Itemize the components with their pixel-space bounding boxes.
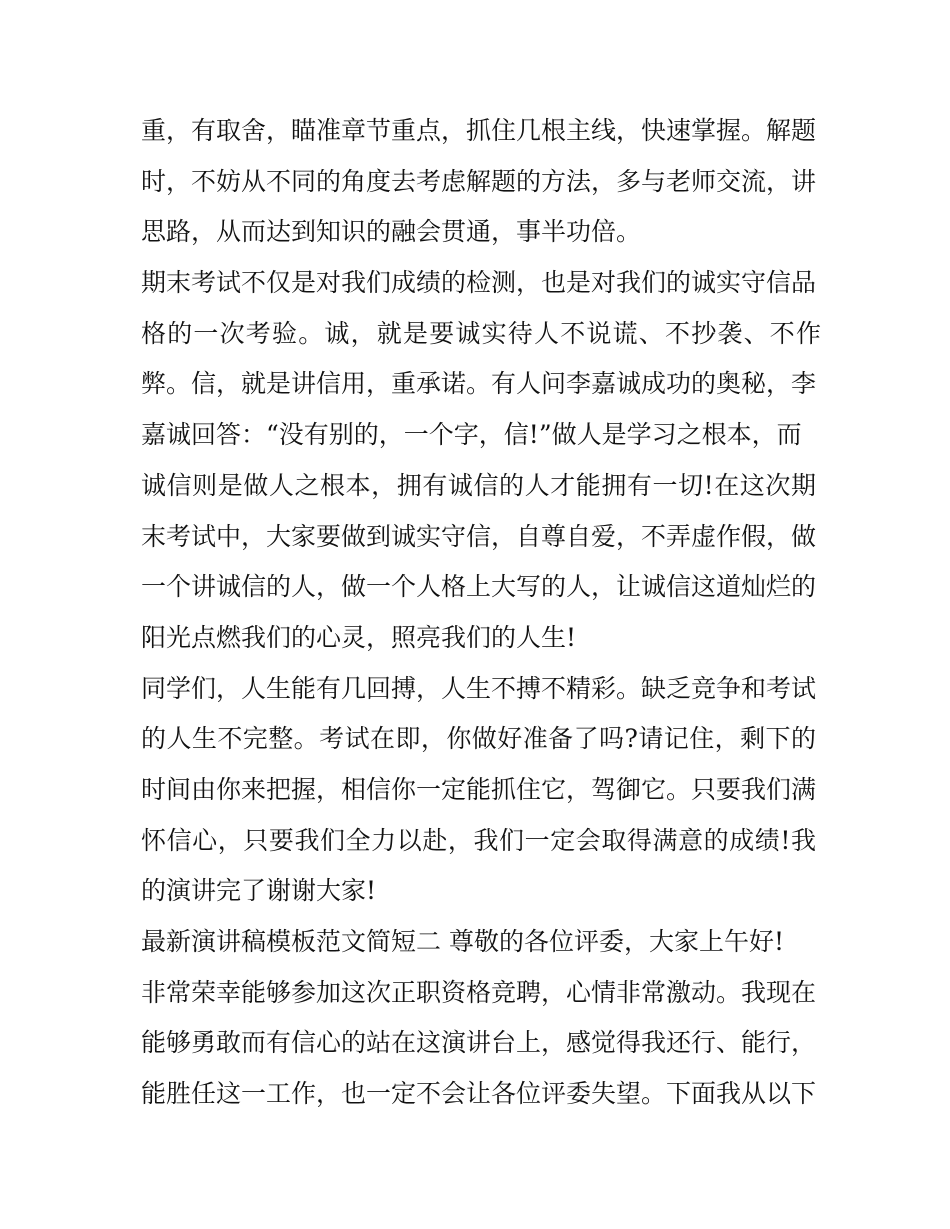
text-line: 思路，从而达到知识的融会贯通，事半功倍。 (141, 217, 642, 247)
text-line: 时间由你来把握，相信你一定能抓住它，驾御它。只要我们满 (141, 774, 817, 804)
text-line: 弊。信，就是讲信用，重承诺。有人问李嘉诚成功的奥秘，李 (141, 369, 817, 399)
text-line: 最新演讲稿模板范文简短二 尊敬的各位评委，大家上午好! (141, 927, 784, 956)
text-line: 怀信心，只要我们全力以赴，我们一定会取得满意的成绩!我 (141, 825, 816, 855)
text-line: 的人生不完整。考试在即，你做好准备了吗?请记住，剩下的 (141, 724, 816, 754)
text-line: 能胜任这一工作，也一定不会让各位评委失望。下面我从以下 (141, 1079, 817, 1109)
text-line: 诚信则是做人之根本，拥有诚信的人才能拥有一切!在这次期 (141, 470, 816, 500)
text-line: 末考试中，大家要做到诚实守信，自尊自爱，不弄虚作假，做 (141, 521, 817, 551)
body-text (141, 106, 823, 1120)
text-line: 的演讲完了谢谢大家! (141, 876, 377, 906)
text-line: 嘉诚回答：“没有别的，一个字，信!”做人是学习之根本，而 (141, 420, 802, 450)
text-line: 期末考试不仅是对我们成绩的检测，也是对我们的诚实守信品 (141, 268, 817, 298)
text-line: 非常荣幸能够参加这次正职资格竞聘，心情非常激动。我现在 (141, 977, 817, 1007)
text-line: 时，不妨从不同的角度去考虑解题的方法，多与老师交流，讲 (141, 166, 817, 196)
text-line: 重，有取舍，瞄准章节重点，抓住几根主线，快速掌握。解题 (141, 116, 817, 145)
text-line: 能够勇敢而有信心的站在这演讲台上，感觉得我还行、能行， (141, 1028, 817, 1058)
text-line: 同学们，人生能有几回搏，人生不搏不精彩。缺乏竞争和考试 (141, 673, 817, 703)
text-line: 格的一次考验。诚，就是要诚实待人不说谎、不抄袭、不作 (141, 318, 823, 348)
text-line: 一个讲诚信的人，做一个人格上大写的人，让诚信这道灿烂的 (141, 572, 817, 602)
text-line: 阳光点燃我们的心灵，照亮我们的人生! (141, 622, 577, 652)
